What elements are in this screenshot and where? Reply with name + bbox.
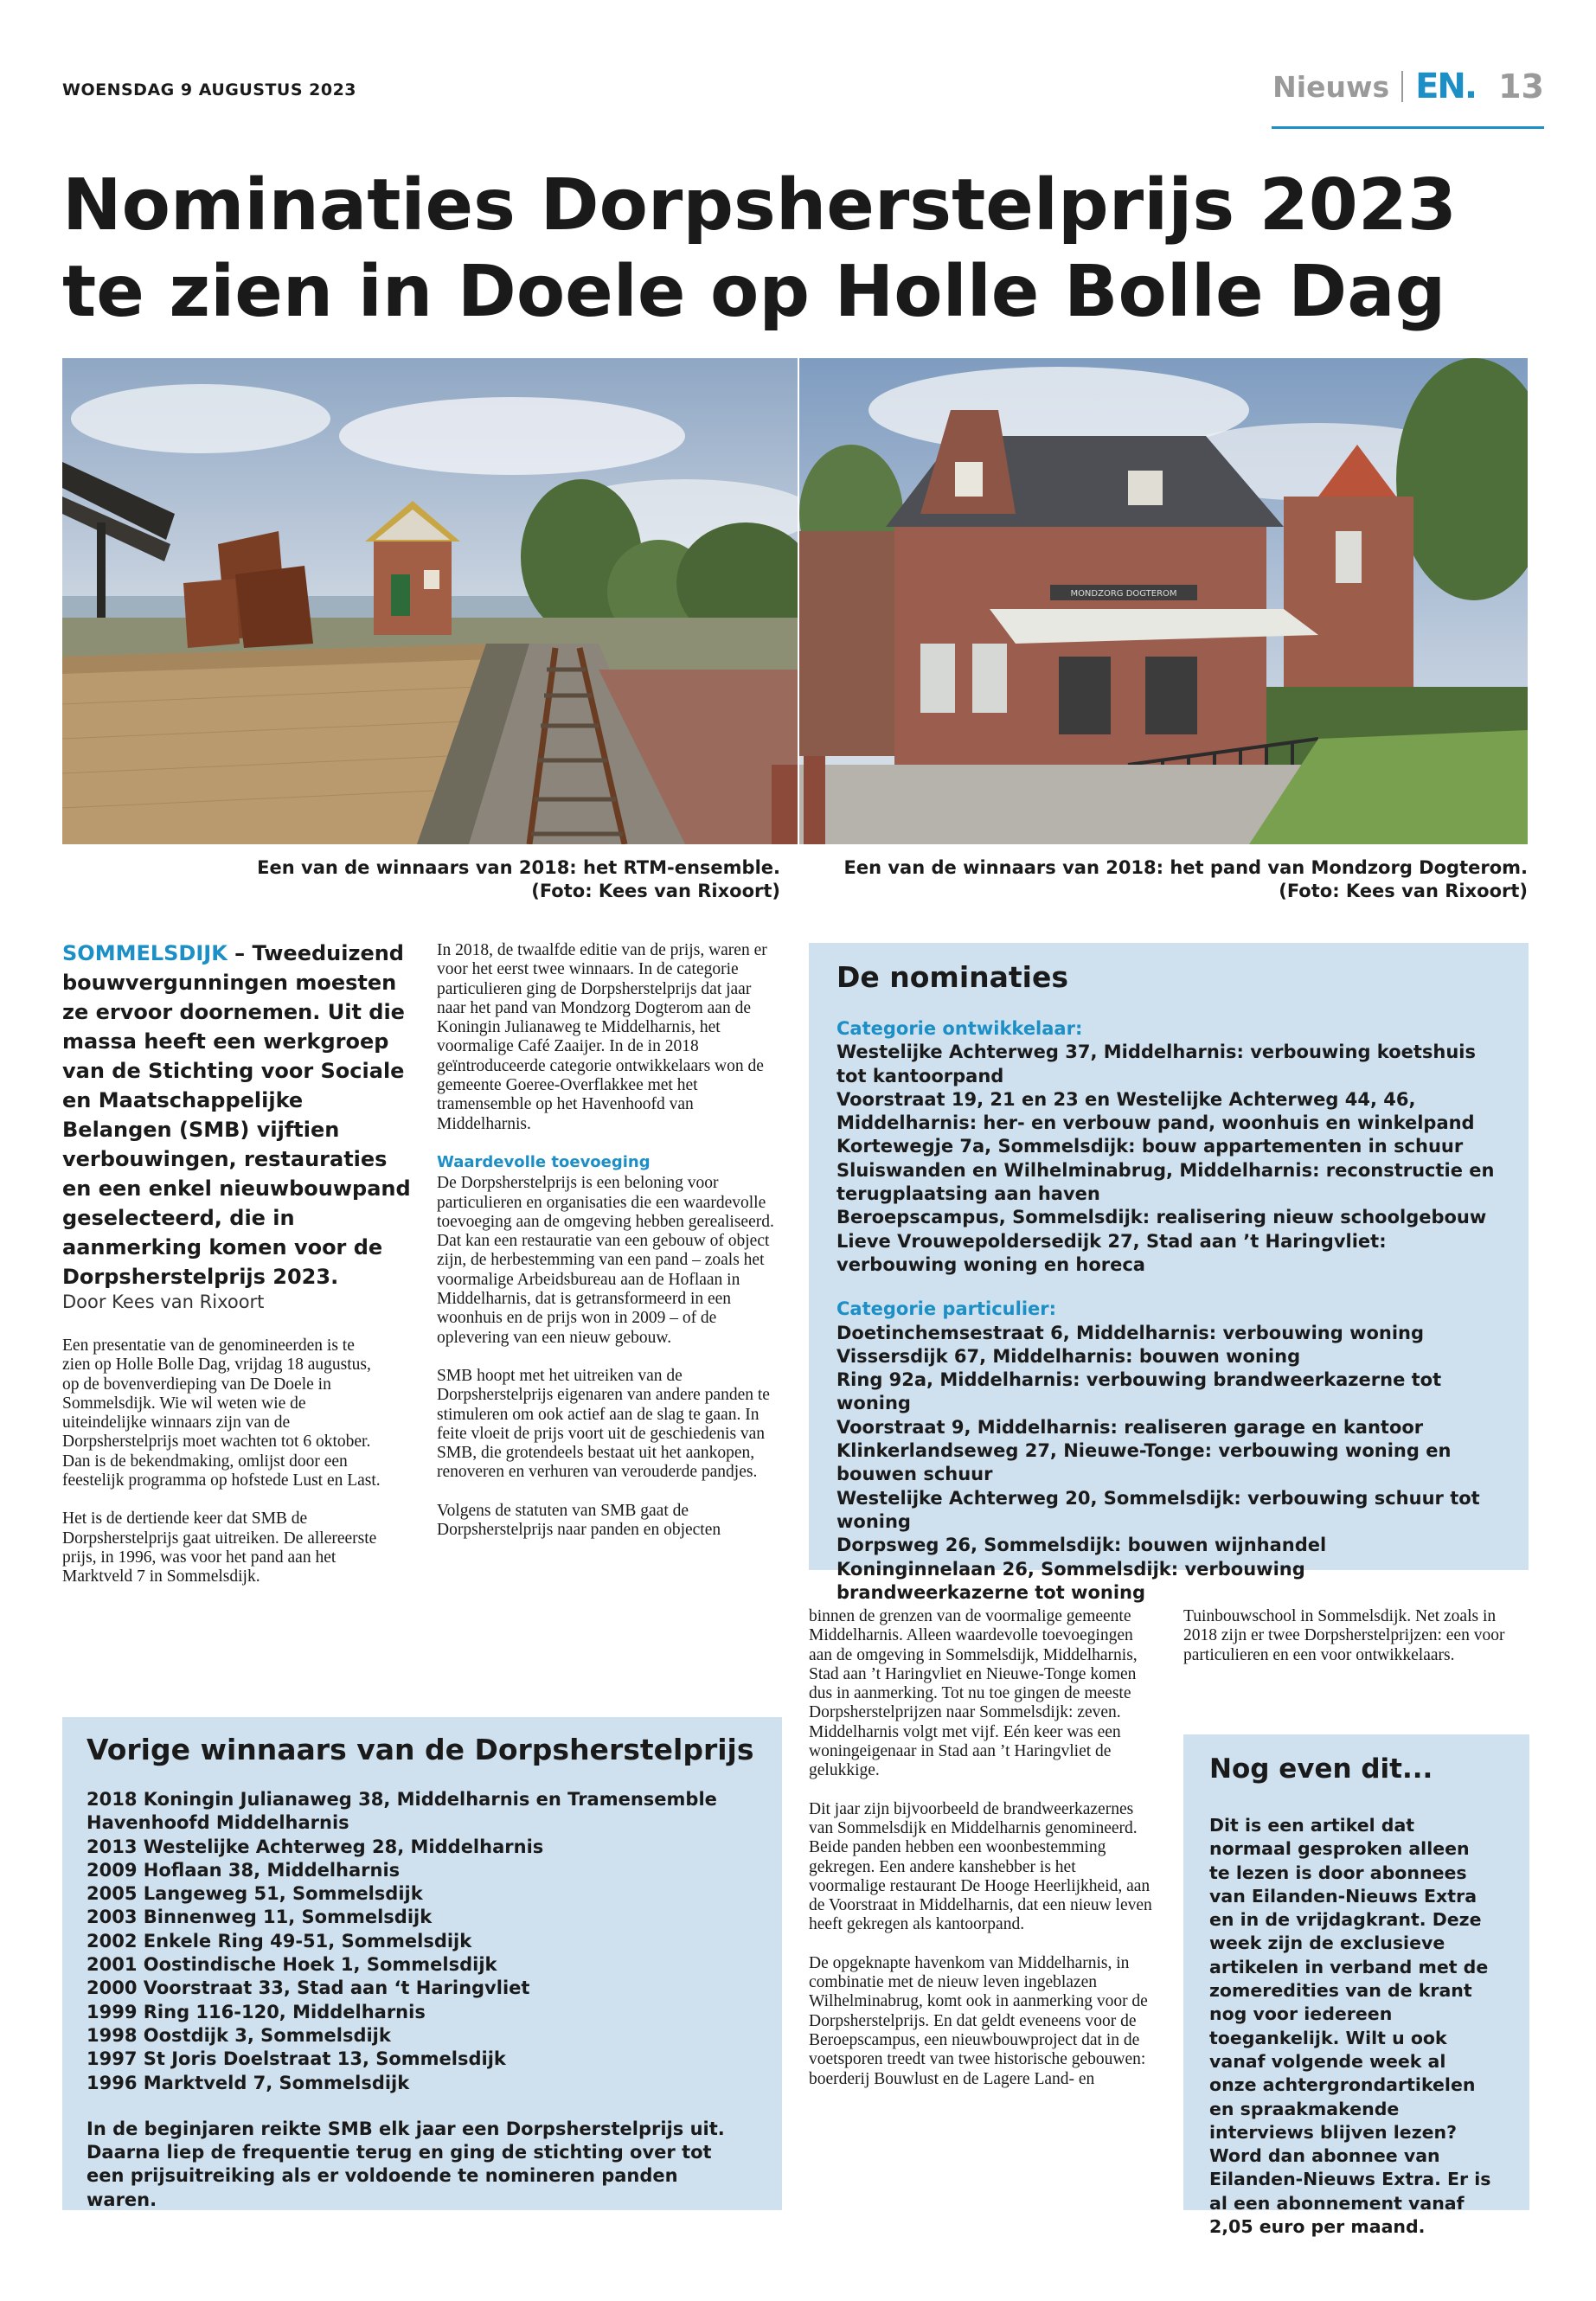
nominaties-box [809,943,1529,1603]
article-paragraph: Het is de dertiende keer dat SMB de Dorpsherstelprijs gaat uitreiken. De allereerste prijs, in 1996, was voor het pand aan het Marktveld 7 in Sommelsdijk. [62,1509,377,1586]
winner-item: 1998 Oostdijk 3, Sommelsdijk [87,2024,391,2046]
page-number: 13 [1498,67,1544,106]
photo-rtm-caption-credit: (Foto: Kees van Rixoort) [531,881,780,901]
article-paragraph: Een presentatie van de genomineerden is te zien op Holle Bolle Dag, vrijdag 18 augustus, op de bovenverdieping van De Doele in Sommelsdijk. Wie wil weten wie de uiteindelijke winnaars zijn van de Dorpsherstelprijs moet wachten tot 6 oktober. Dan is de bekendmaking, omlijst door een feestelijk programma op hofstede Lust en Last. [62,1336,381,1490]
article-paragraph: SMB hoopt met het uitreiken van de Dorpsherstelprijs eigenaren van andere panden te stimuleren om ook actief aan de slag te gaan. In feite vloeit de prijs voort uit de geschiedenis van SMB, die grotendeels bestaat uit het aankopen, renoveren en verhuren van verouderde pandjes. [437,1366,770,1482]
winner-item: 2001 Oostindische Hoek 1, Sommelsdijk [87,1954,497,1976]
article-lead [62,939,417,1292]
nomination-item: Sluiswanden en Wilhelminabrug, Middelharnis: reconstructie en terugplaatsing aan haven [836,1159,1495,1205]
nog-even-dit-title: Nog even dit... [1209,1753,1433,1785]
nominaties-list [836,1017,1503,1605]
nog-even-dit-text: Dit is een artikel dat normaal gesproken alleen te lezen is door abonnees van Eilanden-Nieuws Extra en in de vrijdagkrant. Deze week zijn de exclusieve artikelen in verband met de zomeredities van de krant nog voor iedereen toegankelijk. Wilt u ook vanaf volgende week al onze achtergrondartikelen en spraakmakende interviews blijven lezen? Word dan abonnee van Eilanden-Nieuws Extra. Er is al een abonnement vanaf 2,05 euro per maand. [1209,1815,1491,2238]
photo-mondzorg-image [799,358,1528,844]
winner-item: 2018 Koningin Julianaweg 38, Middelharnis en Tramensemble Havenhoofd Middelharnis [87,1789,717,1834]
category-particulier-label: Categorie particulier: [836,1298,1057,1320]
nog-even-dit-box [1183,1734,1529,2238]
photo-rtm-caption [62,856,780,903]
vorige-winnaars-box [62,1717,782,2210]
header-rule [1272,126,1544,129]
nomination-item: Dorpsweg 26, Sommelsdijk: bouwen wijnhandel [836,1535,1327,1556]
article-paragraph: De Dorpsherstelprijs is een beloning voor particulieren en organisaties die een waardevolle toevoeging aan de omgeving hebben gerealiseerd. Dat kan een restauratie van een gebouw of object zijn, de herbestemming van een pand – zoals het voormalige Arbeidsbureau aan de Hoflaan in Middelharnis, dat is getransformeerd in een woonhuis en de prijs won in 2009 – of de oplevering van een nieuw gebouw. [437,1174,774,1347]
lead-dateline: SOMMELSDIJK [62,941,228,965]
photo-rtm-ensemble [62,358,798,844]
article-column-1 [62,1336,382,1606]
nomination-item: Kortewegje 7a, Sommelsdijk: bouw appartementen in schuur [836,1136,1464,1157]
photo-mondzorg-caption-line-1: Een van de winnaars van 2018: het pand van Mondzorg Dogterom. [843,857,1528,878]
nomination-item: Voorstraat 19, 21 en 23 en Westelijke Achterweg 44, 46, Middelharnis: her- en verbouw pand, woonhuis en winkelpand [836,1088,1475,1134]
article-column-2 [437,941,783,1559]
nomination-item: Lieve Vrouwepoldersedijk 27, Stad aan ’t Haringvliet: verbouwing woning en horeca [836,1230,1387,1275]
nomination-item: Klinkerlandseweg 27, Nieuwe-Tonge: verbouwing woning en bouwen schuur [836,1440,1452,1485]
nomination-item: Koninginnelaan 26, Sommelsdijk: verbouwing brandweerkazerne tot woning [836,1558,1305,1603]
winner-item: 1996 Marktveld 7, Sommelsdijk [87,2072,410,2093]
article-column-4 [1183,1607,1529,1684]
article-column-3 [809,1607,1155,2089]
building-sign: MONDZORG DOGTEROM [1070,589,1177,599]
nomination-item: Doetinchemsestraat 6, Middelharnis: verbouwing woning [836,1322,1425,1343]
lead-text: – Tweeduizend bouwvergunningen moesten ze ervoor doornemen. Uit die massa heeft een werkgroep van de Stichting voor Sociale en Maatschappelijke Belangen (SMB) vijftien verbouwingen, restauraties en een enkel nieuwbouwpand geselecteerd, die in aanmerking komen voor de Dorpsherstelprijs 2023. [62,941,411,1289]
nomination-item: Vissersdijk 67, Middelharnis: bouwen woning [836,1345,1301,1367]
winner-item: 2009 Hoflaan 38, Middelharnis [87,1859,401,1881]
winner-item: 2002 Enkele Ring 49-51, Sommelsdijk [87,1930,472,1952]
header-right [1272,61,1544,112]
article-paragraph: binnen de grenzen van de voormalige gemeente Middelharnis. Alleen waardevolle toevoegingen aan de omgeving in Sommelsdijk, Middelharnis, Stad aan ’t Haringvliet en Nieuwe-Tonge komen dus in aanmerking. Tot nu toe gingen de meeste Dorpsherstelprijzen naar Sommelsdijk: zeven. Middelharnis volgt met vijf. Eén keer was een woningeigenaar in Stad aan ’t Haringvliet de gelukkige. [809,1607,1138,1780]
headline-line-1: Nominaties Dorpsherstelprijs 2023 [62,164,1457,247]
winner-item: 1999 Ring 116-120, Middelharnis [87,2001,426,2022]
winnaars-title: Vorige winnaars van de Dorpsherstelprijs [87,1733,754,1766]
headline-line-2: te zien in Doele op Holle Bolle Dag [62,251,1446,333]
photo-mondzorg-caption-credit: (Foto: Kees van Rixoort) [1279,881,1528,901]
winner-item: 2000 Voorstraat 33, Stad aan ‘t Haringvliet [87,1977,530,1999]
article-paragraph: Tuinbouwschool in Sommelsdijk. Net zoals in 2018 zijn er twee Dorpsherstelprijzen: een voor particulieren en een voor ontwikkelaars. [1183,1607,1505,1664]
article-subheading: Waardevolle toevoeging [437,1152,651,1171]
article-paragraph: In 2018, de twaalfde editie van de prijs, waren er voor het eerst twee winnaars. In de categorie particulieren ging de Dorpsherstelprijs dat jaar naar het pand van Mondzorg Dogterom aan de Koningin Julianaweg te Middelharnis, het voormalige Café Zaaijer. In de in 2018 geïntroduceerde categorie ontwikkelaars won de gemeente Goeree-Overflakkee met het tramensemble op het Havenhoofd van Middelharnis. [437,941,767,1133]
nomination-item: Beroepscampus, Sommelsdijk: realisering nieuw schoolgebouw [836,1207,1487,1228]
photo-mondzorg-caption [799,856,1528,903]
winnaars-list [87,1788,753,2212]
photo-rtm-caption-line-1: Een van de winnaars van 2018: het RTM-ensemble. [257,857,780,878]
article-paragraph: De opgeknapte havenkom van Middelharnis, in combinatie met de nieuw leven ingeblazen Wilhelminabrug, komt ook in aanmerking voor de Dorpsherstelprijs. En dat geldt eveneens voor de Beroepscampus, een nieuwbouwproject dat in de voetsporen treedt van twee historische gebouwen: boerderij Bouwlust en de Lagere Land- en [809,1953,1148,2088]
category-ontwikkelaar-label: Categorie ontwikkelaar: [836,1018,1083,1039]
article-paragraph: Volgens de statuten van SMB gaat de Dorpsherstelprijs naar panden en objecten [437,1501,721,1540]
photo-rtm-image [62,358,798,844]
winner-item: 2005 Langeweg 51, Sommelsdijk [87,1883,423,1905]
winner-item: 2003 Binnenweg 11, Sommelsdijk [87,1907,433,1928]
newspaper-logo: EN. [1415,67,1477,106]
winner-item: 1997 St Joris Doelstraat 13, Sommelsdijk [87,2048,506,2070]
nomination-item: Westelijke Achterweg 37, Middelharnis: verbouwing koetshuis tot kantoorpand [836,1042,1477,1086]
winnaars-footer: In de beginjaren reikte SMB elk jaar een Dorpsherstelprijs uit. Daarna liep de frequentie terug en ging de stichting over tot een prijsuitreiking als er voldoende te nomineren panden waren. [87,2118,725,2210]
nomination-item: Westelijke Achterweg 20, Sommelsdijk: verbouwing schuur tot woning [836,1487,1480,1532]
article-paragraph: Dit jaar zijn bijvoorbeeld de brandweerkazernes van Sommelsdijk en Middelharnis genomineerd. Beide panden hebben een woonbestemming gekregen. Een andere kanshebber is het voormalige restaurant De Hooge Heerlijkheid, aan de Voorstraat in Middelharnis, dat een nieuw leven heeft gekregen als kantoorpand. [809,1799,1152,1934]
winner-item: 2013 Westelijke Achterweg 28, Middelharnis [87,1836,544,1857]
photo-mondzorg-dogterom [799,358,1528,844]
issue-date: WOENSDAG 9 AUGUSTUS 2023 [62,80,357,99]
nominaties-title: De nominaties [836,960,1068,994]
section-name: Nieuws [1272,69,1390,104]
nomination-item: Ring 92a, Middelharnis: verbouwing brandweerkazerne tot woning [836,1369,1442,1414]
headline [62,163,1457,336]
header-divider [1401,71,1403,102]
nomination-item: Voorstraat 9, Middelharnis: realiseren garage en kantoor [836,1416,1424,1438]
byline: Door Kees van Rixoort [62,1292,265,1312]
